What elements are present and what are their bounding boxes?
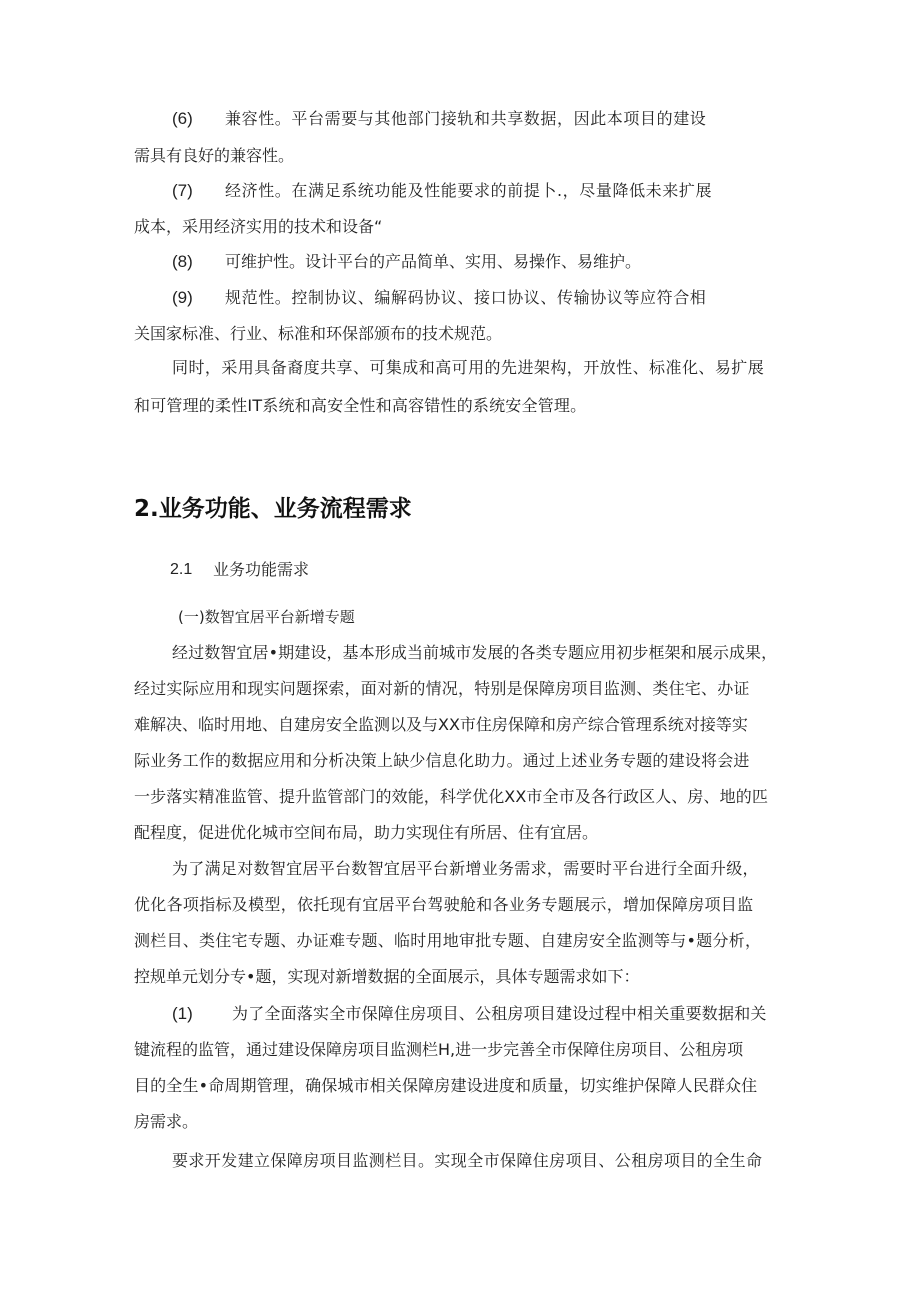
paragraph-line: 经过实际应用和现实问题探索，面对新的情况，特别是保障房项目监测、类住宅、办证 (134, 679, 750, 698)
item-6-number: (6) (172, 109, 193, 128)
subsection-title: 业务功能需求 (213, 560, 310, 579)
paragraph-line: 一步落实精准监管、提升监管部门的效能，科学优化XX市全市及各行政区人、房、地的匹 (134, 787, 768, 806)
item-9-text-cont: 关国家标准、行业、标准和环保部颁布的技术规范。 (134, 324, 503, 343)
paragraph-line: 为了全面落实全市保障住房项目、公租房项目建设过程中相关重要数据和关 (232, 1004, 767, 1023)
section-heading: 2.业务功能、业务流程需求 (134, 496, 412, 522)
paragraph-line: 同时，采用具备裔度共享、可集成和高可用的先进架构，开放性、标准化、易扩展 (172, 358, 765, 377)
subsubsection-title: (一)数智宜居平台新增专题 (178, 608, 355, 626)
paragraph-line: 经过数智宜居•期建设，基本形成当前城市发展的各类专题应用初步框架和展示成果， (172, 643, 778, 662)
paragraph-line: 优化各项指标及模型，依托现有宜居平台驾驶舱和各业务专题展示，增加保障房项目监 (134, 895, 754, 914)
paragraph-line: 控规单元划分专•题，实现对新增数据的全面展示，具体专题需求如下： (134, 967, 640, 986)
item-6-text: 兼容性。平台需要与其他部门接轨和共享数据，因此本项目的建设 (225, 109, 707, 128)
item-9-text: 规范性。控制协议、编解码协议、接口协议、传输协议等应符合相 (225, 288, 707, 307)
item-8-text: 可维护性。设计平台的产品简单、实用、易操作、易维护。 (225, 252, 642, 271)
paragraph-line: 和可管理的柔性IT系统和高安全性和高容错性的系统安全管理。 (134, 396, 587, 415)
paragraph-line: 配程度，促进优化城市空间布局，助力实现住有所居、住有宜居。 (134, 823, 599, 842)
item-9-number: (9) (172, 288, 193, 307)
item-8-number: (8) (172, 252, 193, 271)
paragraph-line: 为了满足对数智宜居平台数智宜居平台新增业务需求，需要时平台进行全面升级， (172, 859, 759, 878)
paragraph-line: 难解决、临时用地、自建房安全监测以及与XX市住房保障和房产综合管理系统对接等实 (134, 715, 748, 734)
paragraph-line: 测栏目、类住宅专题、办证难专题、临时用地审批专题、自建房安全监测等与•题分析， (134, 931, 762, 950)
item-1-number: (1) (172, 1004, 193, 1023)
paragraph-line: 目的全生•命周期管理，确保城市相关保障房建设进度和质量，切实维护保障人民群众住 (134, 1076, 758, 1095)
item-7-text-cont: 成本，采用经济实用的技术和设备“ (134, 217, 383, 236)
paragraph-line: 际业务工作的数据应用和分析决策上缺少信息化助力。通过上述业务专题的建设将会进 (134, 751, 750, 770)
item-6-text-cont: 需具有良好的兼容性。 (134, 146, 295, 165)
paragraph-line: 键流程的监管，通过建设保障房项目监测栏H,进一步完善全市保障住房项目、公租房项 (134, 1040, 744, 1059)
paragraph-line: 房需求。 (134, 1112, 199, 1131)
subsection-number: 2.1 (170, 561, 193, 578)
item-7-text: 经济性。在满足系统功能及性能要求的前提卜.，尽量降低未来扩展 (225, 181, 713, 200)
paragraph-line: 要求开发建立保障房项目监测栏目。实现全市保障住房项目、公租房项目的全生命 (172, 1151, 763, 1170)
item-7-number: (7) (172, 181, 193, 200)
